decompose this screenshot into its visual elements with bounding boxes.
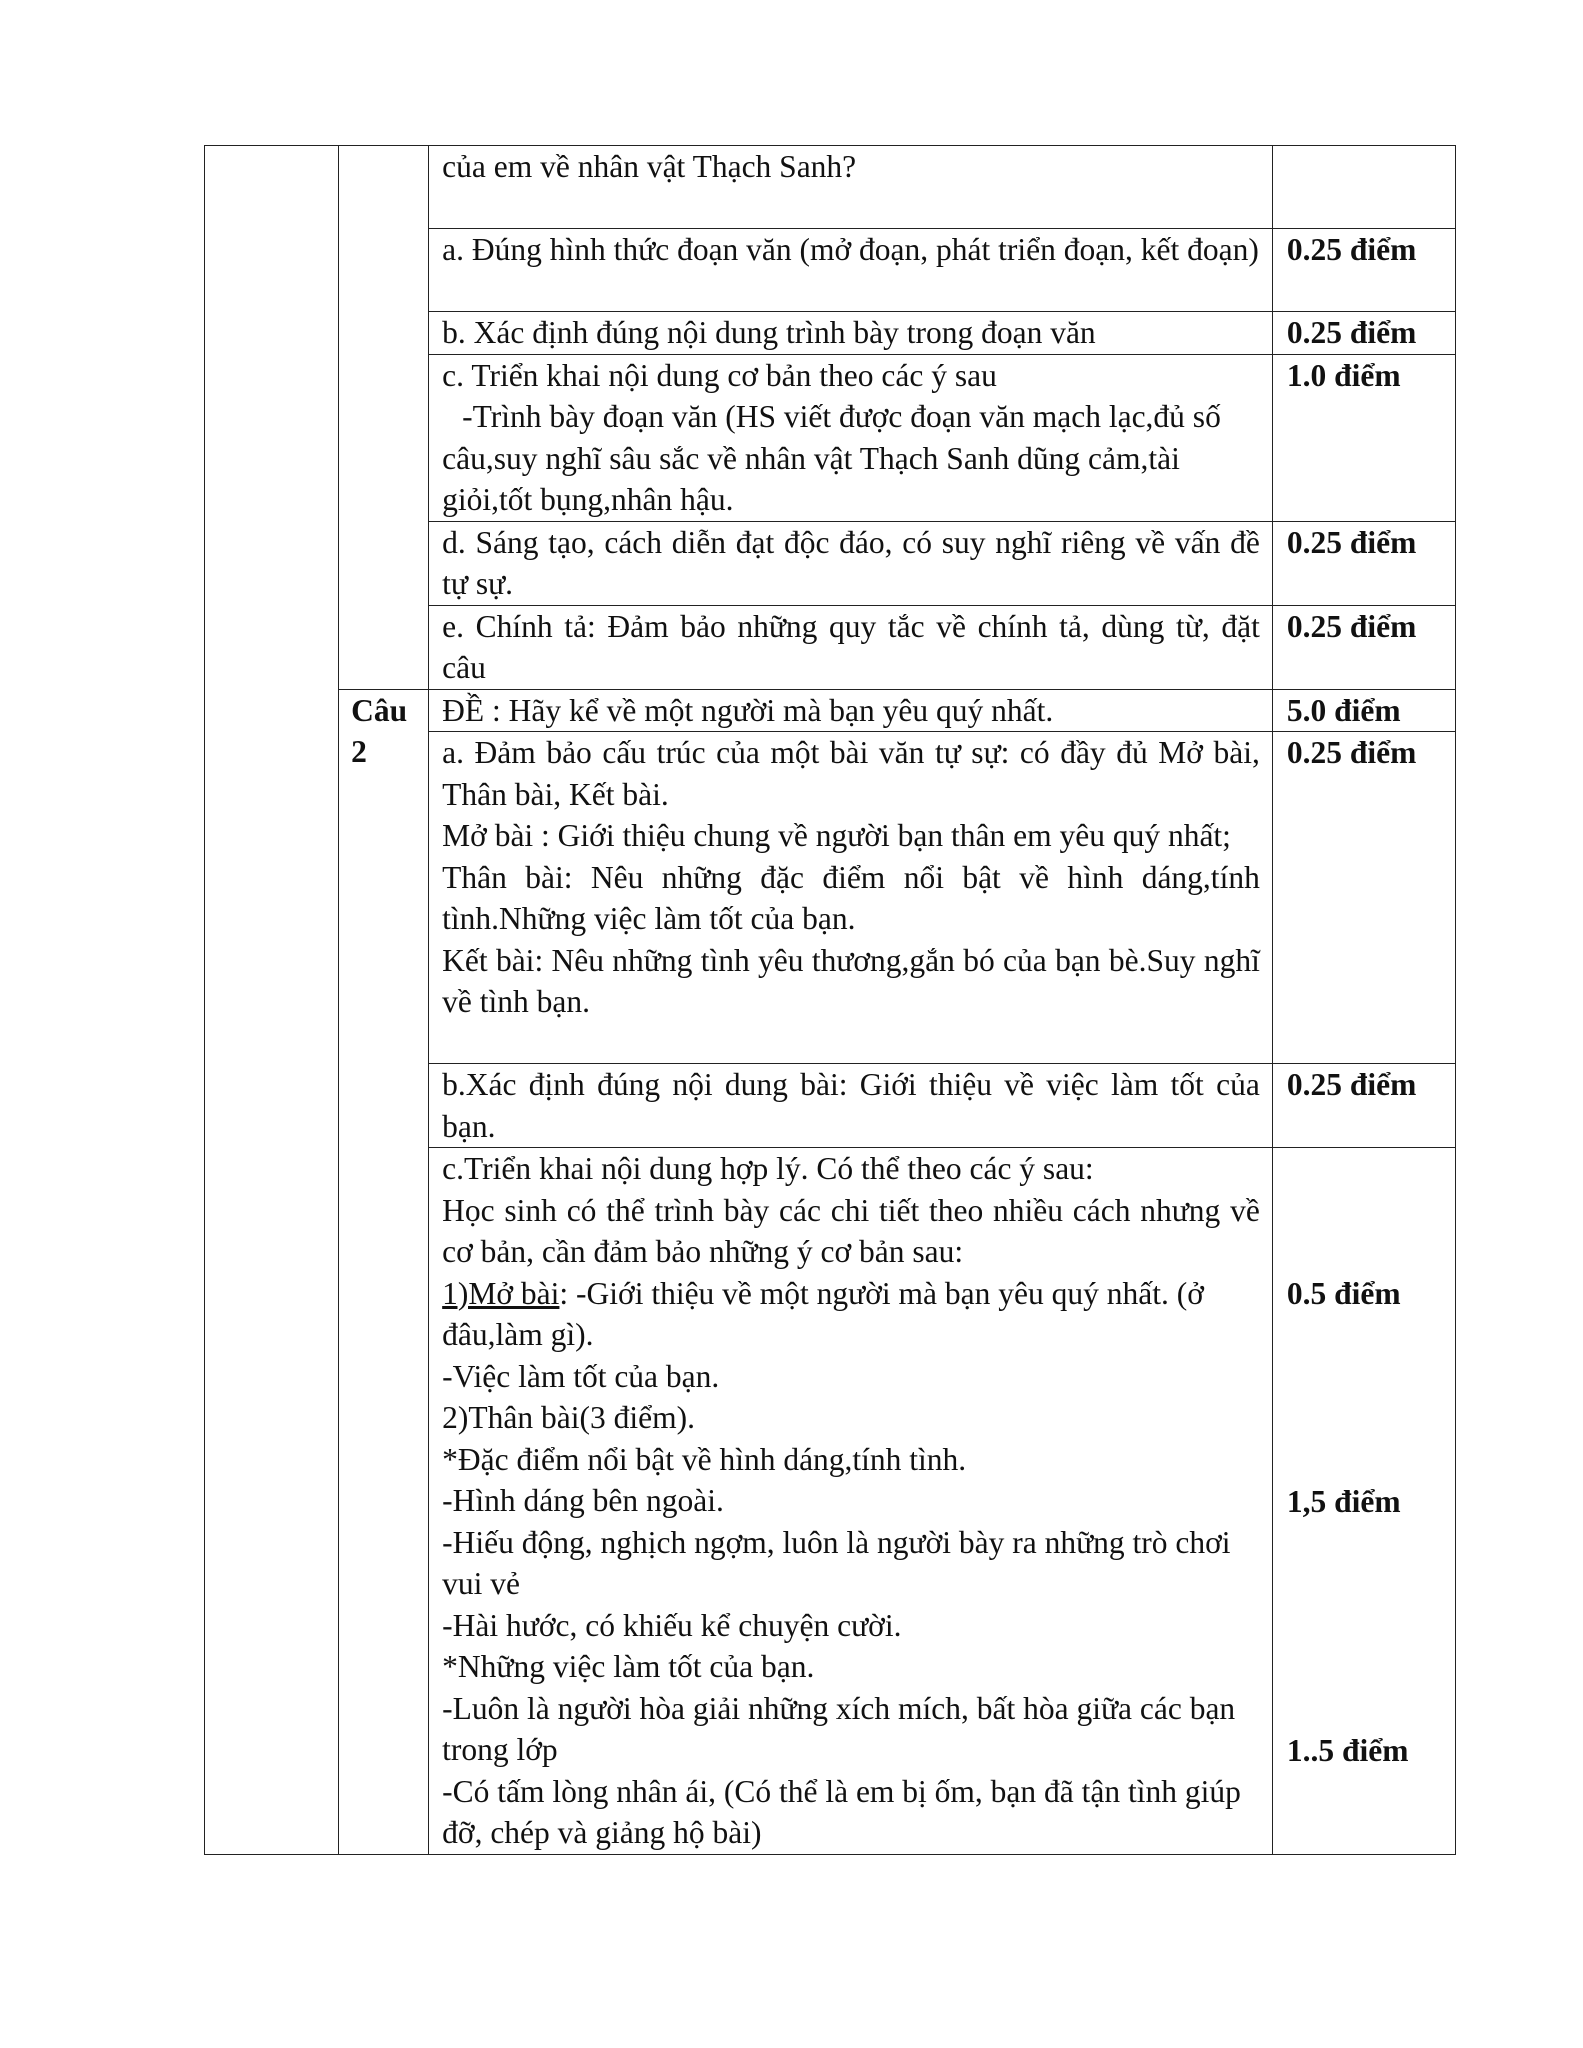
content-cell	[429, 312, 1273, 355]
row-line: c.Triển khai nội dung hợp lý. Có thể theo các ý sau:	[442, 1151, 1094, 1186]
score: 0.25 điểm	[1286, 524, 1417, 560]
row-line: Mở bài : Giới thiệu chung về người bạn thân em yêu quý nhất;	[442, 818, 1231, 853]
row-line: Kết bài: Nêu những tình yêu thương,gắn bó của bạn bè.Suy nghĩ về tình bạn.	[442, 942, 1260, 1019]
row-text: e. Chính tả: Đảm bảo những quy tắc về chính tả, dùng từ, đặt câu	[442, 608, 1260, 685]
row-line: a. Đảm bảo cấu trúc của một bài văn tự sự: có đầy đủ Mở bài, Thân bài, Kết bài.	[442, 735, 1260, 812]
score: 0.25 điểm	[1286, 315, 1417, 350]
table-row	[205, 146, 1456, 229]
cau-label: Câu 2	[351, 692, 408, 769]
grading-table	[204, 145, 1456, 1855]
mo-bai-label: 1)Mở bài	[442, 1275, 560, 1311]
score-cell	[1272, 146, 1455, 229]
row-line: -Việc làm tốt của bạn.	[442, 1358, 720, 1394]
row-line: Học sinh có thể trình bày các chi tiết theo nhiều cách nhưng về cơ bản, cần đảm bảo những ý cơ bản sau:	[442, 1192, 1260, 1269]
content-cell	[429, 354, 1273, 521]
content-cell	[429, 605, 1273, 689]
mo-bai-text: : -Giới thiệu về một người mà bạn yêu quý nhất. (ở đâu,làm gì).	[442, 1275, 1204, 1352]
score-cell	[1272, 1064, 1455, 1148]
score: 1,5 điểm	[1286, 1484, 1401, 1519]
score: 1.0 điểm	[1286, 357, 1401, 393]
table-row	[205, 689, 1456, 732]
empty-first-column	[205, 146, 339, 1855]
row-line: Thân bài: Nêu những đặc điểm nổi bật về hình dáng,tính tình.Những việc làm tốt của bạn.	[442, 859, 1260, 936]
row-line: -Hài hước, có khiếu kể chuyện cười.	[442, 1607, 902, 1643]
score-cell	[1272, 312, 1455, 355]
row-text: d. Sáng tạo, cách diễn đạt độc đáo, có suy nghĩ riêng về vấn đề tự sự.	[442, 524, 1260, 601]
score: 0.25 điểm	[1286, 735, 1417, 770]
row-text: ĐỀ : Hãy kể về một người mà bạn yêu quý nhất.	[442, 692, 1054, 728]
score-cell	[1272, 1148, 1455, 1855]
content-cell	[429, 521, 1273, 605]
row-text: a. Đúng hình thức đoạn văn (mở đoạn, phát triển đoạn, kết đoạn)	[442, 232, 1259, 267]
content-cell	[429, 689, 1273, 732]
score: 0.25 điểm	[1286, 232, 1417, 267]
row-line: -Có tấm lòng nhân ái, (Có thể là em bị ốm, bạn đã tận tình giúp đỡ, chép và giảng hộ bài)	[442, 1773, 1241, 1850]
score-cell	[1272, 732, 1455, 1064]
score: 0.5 điểm	[1286, 1276, 1401, 1311]
score: 0.25 điểm	[1286, 1067, 1417, 1102]
empty-cau-column	[339, 146, 429, 690]
row-line: 2)Thân bài(3 điểm).	[442, 1400, 695, 1435]
score: 1..5 điểm	[1286, 1733, 1409, 1768]
score-cell	[1272, 354, 1455, 521]
row-text: b. Xác định đúng nội dung trình bày trong đoạn văn	[442, 315, 1096, 350]
score-cell	[1272, 229, 1455, 312]
score: 0.25 điểm	[1286, 608, 1417, 644]
content-cell	[429, 1064, 1273, 1148]
row-line: *Những việc làm tốt của bạn.	[442, 1649, 815, 1684]
row-line: -Hình dáng bên ngoài.	[442, 1483, 724, 1518]
row-line: -Hiếu động, nghịch ngợm, luôn là người bày ra những trò chơi vui vẻ	[442, 1524, 1231, 1601]
mo-bai-line	[442, 1273, 1260, 1356]
content-cell	[429, 146, 1273, 229]
content-cell	[429, 732, 1273, 1064]
score-cell	[1272, 521, 1455, 605]
score-cell	[1272, 689, 1455, 732]
row-text: của em về nhân vật Thạch Sanh?	[442, 149, 857, 184]
row-line: *Đặc điểm nổi bật về hình dáng,tính tình.	[442, 1441, 967, 1477]
row-line: -Trình bày đoạn văn (HS viết được đoạn văn mạch lạc,đủ số câu,suy nghĩ sâu sắc về nhân vật Thạch Sanh dũng cảm,tài giỏi,tốt bụng,nhân hậu.	[442, 399, 1221, 517]
cau-cell	[339, 689, 429, 1854]
row-line: -Luôn là người hòa giải những xích mích, bất hòa giữa các bạn trong lớp	[442, 1690, 1236, 1767]
row-line: c. Triển khai nội dung cơ bản theo các ý sau	[442, 357, 997, 393]
row-text: b.Xác định đúng nội dung bài: Giới thiệu về việc làm tốt của bạn.	[442, 1067, 1260, 1144]
score: 5.0 điểm	[1286, 692, 1401, 728]
score-cell	[1272, 605, 1455, 689]
content-cell	[429, 1148, 1273, 1855]
content-cell	[429, 229, 1273, 312]
